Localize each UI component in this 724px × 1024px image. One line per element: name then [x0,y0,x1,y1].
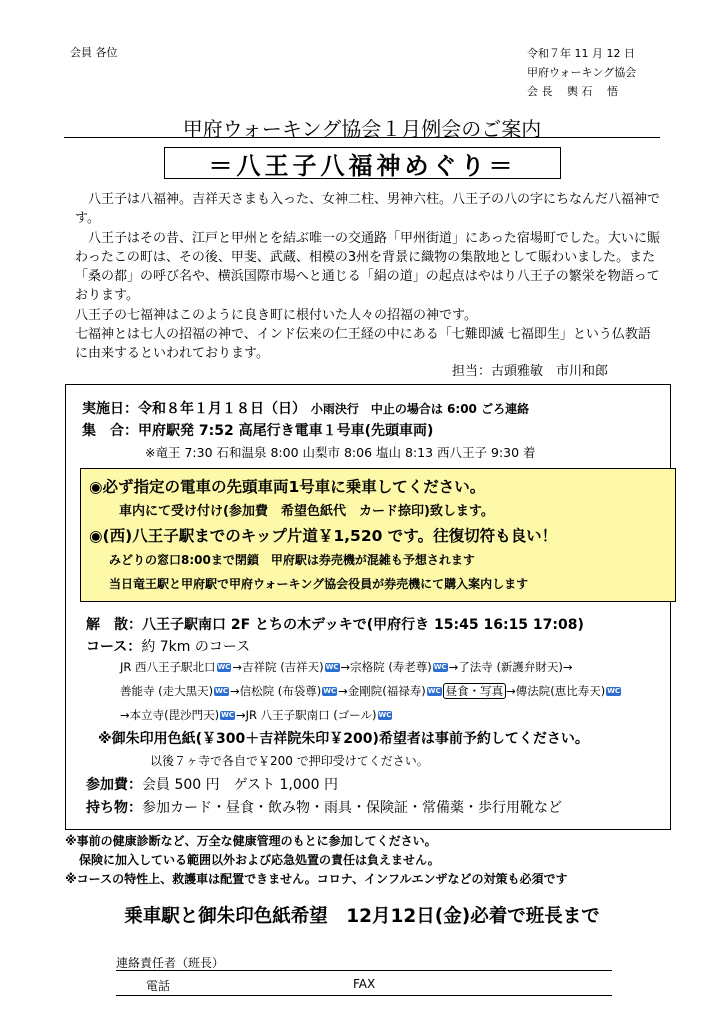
route-stop: →信松院 (布袋尊) [230,684,322,698]
intro-paragraph: 八王子の七福神はこのように良き町に根付いた人々の招福の神です。 [75,307,477,323]
organization-name: 甲府ウォーキング協会 [527,66,637,79]
intro-paragraph: 七福神とは七人の招福の神で、インド伝来の仁王経の中にある「七難即滅 七福即生」という仏教語に由来するといわれております。 [75,327,651,362]
caution-line: ※コースの特性上、救護車は配置できません。コロナ、インフルエンザなどの対策も必須です [65,872,568,886]
date-value: 令和８年１月１８日（日） [138,401,306,417]
caution-line: ※事前の健康診断など、万全な健康管理のもとに参加してください。 [65,834,437,848]
intro-text [75,190,660,364]
route-stop: JR 西八王子駅北口 [120,660,216,674]
toilet-icon: WC [378,711,392,719]
intro-paragraph: 八王子は八福神。吉祥天さまも入った、女神二柱、男神六柱。八王子の八の字にちなんだ八福神です。 [75,192,661,227]
route-stop: 善能寺 (走大黒天) [120,684,214,698]
fax-label: FAX [353,977,376,991]
route-stop: →本立寺(毘沙門天) [120,708,220,722]
disperse-label: 解 散： [86,617,142,633]
contact-line [116,970,612,971]
course-label: コース： [86,639,142,655]
route-stop: →金剛院(福禄寿) [338,684,426,698]
notice-line: 当日竜王駅と甲府駅で甲府ウォーキング協会役員が券売機にて購入案内します [109,577,529,591]
contact-line [116,995,612,996]
toilet-icon: WC [323,687,337,695]
notice-line: みどりの窓口8:00まで閉鎖 甲府駅は券売機が混雑も予想されます [109,553,475,567]
toilet-icon: WC [217,663,231,671]
course-row [86,636,250,656]
disperse-value: 八王子駅南口 2F とちの木デッキで(甲府行き 15:45 16:15 17:08) [142,617,584,633]
contact-label: 連絡責任者（班長） [116,956,225,970]
items-value: 参加カード・昼食・飲み物・雨具・保険証・常備薬・歩行用靴など [142,800,562,816]
date-label: 実施日： [82,401,138,417]
subtitle-divider [64,137,660,138]
goshuin-subnote: 以後７ヶ寺で各自で￥200 で押印受けてください。 [150,754,429,768]
route-stop: →宗格院 (寿老尊) [340,660,432,674]
fee-label: 参加費： [86,777,142,793]
route-stop: →吉祥院 (吉祥天) [232,660,324,674]
sender-block [527,44,636,101]
president-name: 会 長 輿 石 悟 [527,85,618,98]
toilet-icon: WC [427,687,441,695]
staff-in-charge: 担当：古頭雅敏 市川和郎 [452,364,609,379]
route-stop: →了法寺 (新護弁財天)→ [448,660,573,674]
toilet-icon: WC [221,711,234,719]
toilet-icon: WC [215,687,228,695]
page-title: ＝八王子八福神めぐり＝ [164,147,561,179]
caution-line: 保険に加入している範囲以外および応急処置の責任は負えません。 [79,853,440,867]
page-subtitle: 甲府ウォーキング協会１月例会のご案内 [182,117,542,141]
meeting-row [82,420,433,440]
event-date-row [82,398,529,418]
caution-notes [65,832,669,889]
toilet-icon: WC [325,663,339,671]
notice-line: ◉(西)八王子駅までのキップ片道￥1,520 です。往復切符も良い！ [89,527,558,545]
toilet-icon: WC [607,687,621,695]
date-note: 小雨決行 中止の場合は 6:00 ごろ連絡 [310,402,530,416]
route-line [120,683,622,699]
fee-value: 会員 500 円 ゲスト 1,000 円 [142,777,339,793]
items-label: 持ち物： [86,800,142,816]
phone-label: 電話 [146,979,171,993]
meet-label: 集 合： [82,423,138,439]
recipients: 会員 各位 [70,46,118,59]
dispersal-row [86,614,584,634]
route-stop: →JR 八王子駅南口 (ゴール) [235,708,377,722]
intro-paragraph: 八王子はその昔、江戸と甲州とを結ぶ唯一の交通路「甲州街道」にあった宿場町でした。大いに賑わったこの町は、その後、甲斐、武蔵、相模の3州を背景に織物の集散地として賑わいました。また「桑の都」の呼び名や、横浜国際市場へと通じる「絹の道」の起点はやはり八王子の繁栄を物語っております。 [75,230,660,304]
letter-date: 令和７年 11 月 12 日 [527,47,635,60]
notice-line: 車内にて受け付け(参加費 希望色紙代 カード捺印)致します。 [119,504,494,519]
items-row [86,797,562,817]
fee-row [86,774,338,794]
route-line [120,707,393,723]
meet-value: 甲府駅発 7:52 高尾行き電車１号車(先頭車両) [138,423,434,439]
notice-box [80,468,676,602]
route-stop: →傳法院(恵比寿天) [506,684,606,698]
goshuin-notice: ※御朱印用色紙(￥300＋吉祥院朱印￥200)希望者は事前予約してください。 [98,731,589,747]
course-value: 約 7km のコース [141,639,251,655]
toilet-icon: WC [433,663,447,671]
route-line [120,659,573,675]
notice-line: ◉必ず指定の電車の先頭車両1号車に乗車してください。 [89,478,486,496]
lunch-photo-stop: 昼食・写真 [443,683,507,699]
deadline-heading: 乗車駅と御朱印色紙希望 12月12日(金)必着で班長まで [124,906,600,927]
station-times: ※竜王 7:30 石和温泉 8:00 山梨市 8:06 塩山 8:13 西八王子 9:30 着 [145,445,536,460]
